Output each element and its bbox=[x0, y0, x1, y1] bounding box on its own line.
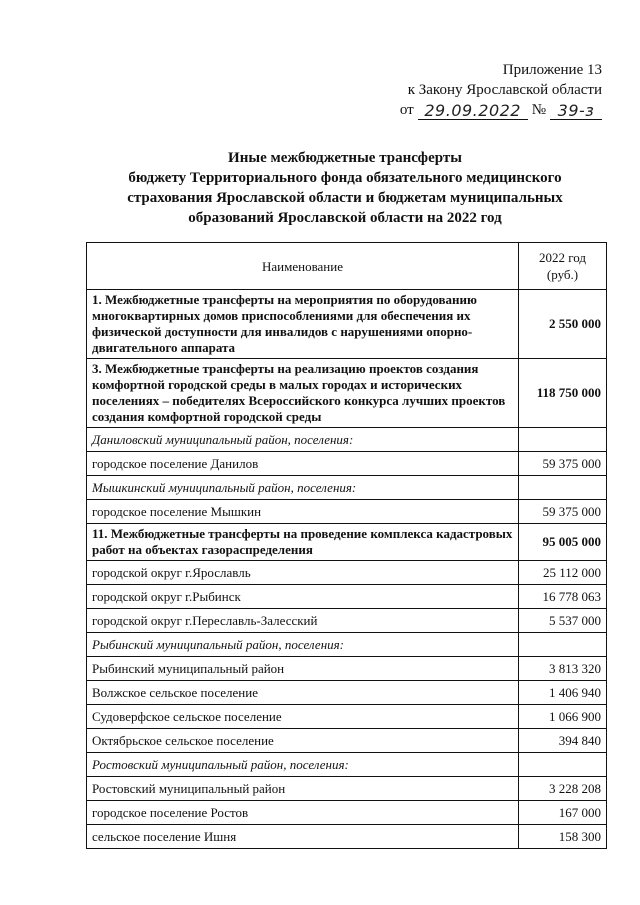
row-name: городской округ г.Рыбинск bbox=[87, 585, 519, 609]
row-name: городское поселение Ростов bbox=[87, 801, 519, 825]
table-row bbox=[87, 359, 607, 428]
row-name: городское поселение Мышкин bbox=[87, 500, 519, 524]
table-row bbox=[87, 452, 607, 476]
law-date: 29.09.2022 bbox=[418, 103, 528, 120]
number-label: № bbox=[531, 102, 546, 118]
appendix-block bbox=[400, 60, 602, 120]
row-name: Рыбинский муниципальный район, поселения: bbox=[87, 633, 519, 657]
row-name: 3. Межбюджетные трансферты на реализацию проектов создания комфортной городской среды в малых городах и исторических поселениях – победителях Всероссийского конкурса лучших проектов создания комфортной городской среды bbox=[87, 359, 519, 428]
row-name: Даниловский муниципальный район, поселения: bbox=[87, 428, 519, 452]
row-amount: 167 000 bbox=[519, 801, 607, 825]
row-amount: 16 778 063 bbox=[519, 585, 607, 609]
appendix-law: к Закону Ярославской области bbox=[407, 82, 602, 98]
law-signature-line bbox=[400, 100, 602, 120]
title-line-2: бюджету Территориального фонда обязательного медицинского bbox=[128, 170, 562, 186]
row-name: городской округ г.Ярославль bbox=[87, 561, 519, 585]
table-row bbox=[87, 585, 607, 609]
table-row bbox=[87, 290, 607, 359]
table-row bbox=[87, 476, 607, 500]
title-line-3: страхования Ярославской области и бюджетам муниципальных bbox=[127, 190, 563, 206]
table-row bbox=[87, 524, 607, 561]
row-amount: 1 406 940 bbox=[519, 681, 607, 705]
row-amount bbox=[519, 428, 607, 452]
table-row bbox=[87, 801, 607, 825]
row-name: Рыбинский муниципальный район bbox=[87, 657, 519, 681]
row-name: сельское поселение Ишня bbox=[87, 825, 519, 849]
row-amount: 2 550 000 bbox=[519, 290, 607, 359]
table-row bbox=[87, 657, 607, 681]
row-name: Октябрьское сельское поселение bbox=[87, 729, 519, 753]
row-amount: 59 375 000 bbox=[519, 500, 607, 524]
appendix-number: Приложение 13 bbox=[502, 62, 602, 78]
row-amount: 158 300 bbox=[519, 825, 607, 849]
law-number: 39-з bbox=[550, 103, 602, 120]
row-amount: 5 537 000 bbox=[519, 609, 607, 633]
table-header-row bbox=[87, 243, 607, 290]
row-amount bbox=[519, 633, 607, 657]
from-label: от bbox=[399, 102, 414, 118]
table-row bbox=[87, 681, 607, 705]
header-amount bbox=[519, 243, 607, 290]
table-row bbox=[87, 428, 607, 452]
row-amount: 118 750 000 bbox=[519, 359, 607, 428]
title-line-4: образований Ярославской области на 2022 год bbox=[188, 210, 502, 226]
row-amount: 25 112 000 bbox=[519, 561, 607, 585]
row-amount: 394 840 bbox=[519, 729, 607, 753]
row-amount: 1 066 900 bbox=[519, 705, 607, 729]
row-amount: 95 005 000 bbox=[519, 524, 607, 561]
row-name: городской округ г.Переславль-Залесский bbox=[87, 609, 519, 633]
row-amount: 3 813 320 bbox=[519, 657, 607, 681]
header-year: 2022 год bbox=[539, 250, 586, 265]
table-row bbox=[87, 825, 607, 849]
transfers-table bbox=[86, 242, 607, 849]
table-row bbox=[87, 705, 607, 729]
table-body bbox=[87, 290, 607, 849]
row-name: 11. Межбюджетные трансферты на проведение комплекса кадастровых работ на объектах газораспределения bbox=[87, 524, 519, 561]
row-name: Ростовский муниципальный район, поселения: bbox=[87, 753, 519, 777]
row-amount bbox=[519, 476, 607, 500]
row-amount bbox=[519, 753, 607, 777]
document-title bbox=[90, 148, 600, 228]
title-line-1: Иные межбюджетные трансферты bbox=[228, 150, 462, 166]
row-amount: 59 375 000 bbox=[519, 452, 607, 476]
row-name: Волжское сельское поселение bbox=[87, 681, 519, 705]
header-unit: (руб.) bbox=[546, 267, 579, 282]
table-row bbox=[87, 500, 607, 524]
row-name: Мышкинский муниципальный район, поселения: bbox=[87, 476, 519, 500]
row-name: Судоверфское сельское поселение bbox=[87, 705, 519, 729]
table-row bbox=[87, 633, 607, 657]
table-row bbox=[87, 609, 607, 633]
table-row bbox=[87, 561, 607, 585]
row-name: Ростовский муниципальный район bbox=[87, 777, 519, 801]
header-name: Наименование bbox=[87, 243, 519, 290]
row-name: городское поселение Данилов bbox=[87, 452, 519, 476]
row-amount: 3 228 208 bbox=[519, 777, 607, 801]
row-name: 1. Межбюджетные трансферты на мероприятия по оборудованию многоквартирных домов приспособлениями для обеспечения их физической доступности для инвалидов с нарушениями опорно-двигательного аппарата bbox=[87, 290, 519, 359]
table-row bbox=[87, 753, 607, 777]
table-row bbox=[87, 777, 607, 801]
table-row bbox=[87, 729, 607, 753]
